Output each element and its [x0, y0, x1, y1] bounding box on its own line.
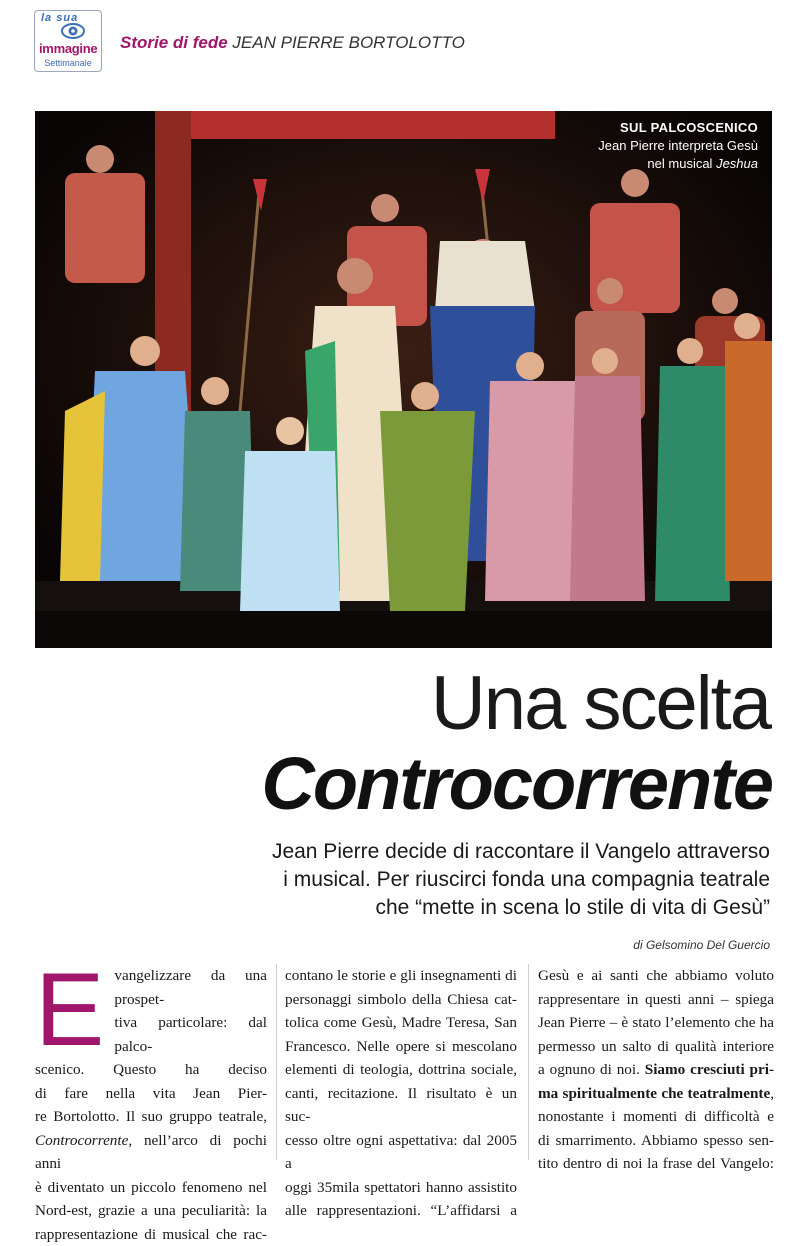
article-subtitle — [130, 838, 770, 922]
stage-scene-illustration — [35, 111, 772, 648]
body-line-plain: a ognuno di noi. — [538, 1061, 640, 1078]
byline: di Gelsomino Del Guercio — [633, 938, 770, 952]
body-line: Nord-est, grazie a una peculiarità: la — [35, 1199, 267, 1223]
body-line: Jean Pierre – è stato l’elemento che ha — [538, 1011, 774, 1035]
subtitle-line-3: che “mette in scena lo stile di vita di Gesù” — [130, 894, 770, 922]
body-line: di smarrimento. Abbiamo spesso sen- — [538, 1129, 774, 1153]
caption-line-1: Jean Pierre interpreta Gesù — [598, 137, 758, 155]
drop-cap: E — [35, 968, 104, 1052]
section-header — [120, 33, 465, 53]
headline-line-1: Una scelta — [431, 662, 770, 746]
eye-icon — [61, 22, 85, 40]
column-divider — [276, 964, 277, 1160]
body-line: Francesco. Nelle opere si mescolano — [285, 1035, 517, 1059]
body-line: tolica come Gesù, Madre Teresa, San — [285, 1011, 517, 1035]
body-line — [538, 1082, 774, 1106]
caption-heading: SUL PALCOSCENICO — [598, 119, 758, 137]
logo-top-text: la sua — [41, 12, 78, 24]
body-line: elementi di teologia, dottrina sociale, — [285, 1058, 517, 1082]
caption-musical-title: Jeshua — [716, 156, 758, 171]
body-line: re Bortolotto. Il suo gruppo teatrale, — [35, 1105, 267, 1129]
caption-line-2 — [598, 155, 758, 173]
photo-caption — [598, 119, 758, 173]
section-title: Storie di fede — [120, 33, 228, 52]
headline-line-2: Controcorrente — [261, 742, 772, 826]
body-line: cesso oltre ogni aspettativa: dal 2005 a — [285, 1129, 517, 1176]
body-line: oggi 35mila spettatori hanno assistito — [285, 1176, 517, 1200]
column-divider — [528, 964, 529, 1160]
body-column-2 — [285, 964, 517, 1164]
logo-sub-text: Settimanale — [35, 58, 101, 68]
body-line: nonostante i momenti di difficoltà e — [538, 1105, 774, 1129]
body-line: è diventato un piccolo fenomeno nel — [35, 1176, 267, 1200]
body-line — [538, 1058, 774, 1082]
body-column-1 — [35, 964, 267, 1164]
caption-line-2-text: nel musical — [647, 156, 712, 171]
magazine-logo — [34, 10, 102, 72]
body-line: tiva particolare: dal palco- — [35, 1011, 267, 1058]
body-line: vangelizzare da una prospet- — [35, 964, 267, 1011]
body-line: contano le storie e gli insegnamenti di — [285, 964, 517, 988]
body-line: canti, recitazione. Il risultato è un suc- — [285, 1082, 517, 1129]
body-line: personaggi simbolo della Chiesa cat- — [285, 988, 517, 1012]
body-line: tito dentro di noi la frase del Vangelo: — [538, 1152, 774, 1176]
stage-photo — [35, 111, 772, 648]
subtitle-line-2: i musical. Per riuscirci fonda una compagnia teatrale — [130, 866, 770, 894]
emphasis-quote: Siamo cresciuti pri- — [645, 1061, 774, 1078]
body-line: di fare nella vita Jean Pier- — [35, 1082, 267, 1106]
body-line: rappresentazione di musical che rac- — [35, 1223, 267, 1246]
emphasis-quote: ma spiritualmente che teatralmente — [538, 1085, 770, 1102]
body-line: scenico. Questo ha deciso — [35, 1058, 267, 1082]
body-line-rest: , — [770, 1085, 774, 1102]
company-name: Controcorrente — [35, 1132, 128, 1149]
subtitle-line-1: Jean Pierre decide di raccontare il Vangelo attraverso — [130, 838, 770, 866]
section-subject: JEAN PIERRE BORTOLOTTO — [232, 33, 464, 52]
body-line-rest: , nell’arco di pochi anni — [35, 1132, 267, 1173]
body-line: permesso un salto di qualità interiore — [538, 1035, 774, 1059]
body-column-3 — [538, 964, 774, 1164]
logo-main-text: immagine — [39, 41, 97, 56]
body-line: Gesù e ai santi che abbiamo voluto — [538, 964, 774, 988]
body-line: rappresentare in questi anni – spiega — [538, 988, 774, 1012]
body-line — [35, 1129, 267, 1176]
body-line: alle rappresentazioni. “L’affidarsi a — [285, 1199, 517, 1223]
